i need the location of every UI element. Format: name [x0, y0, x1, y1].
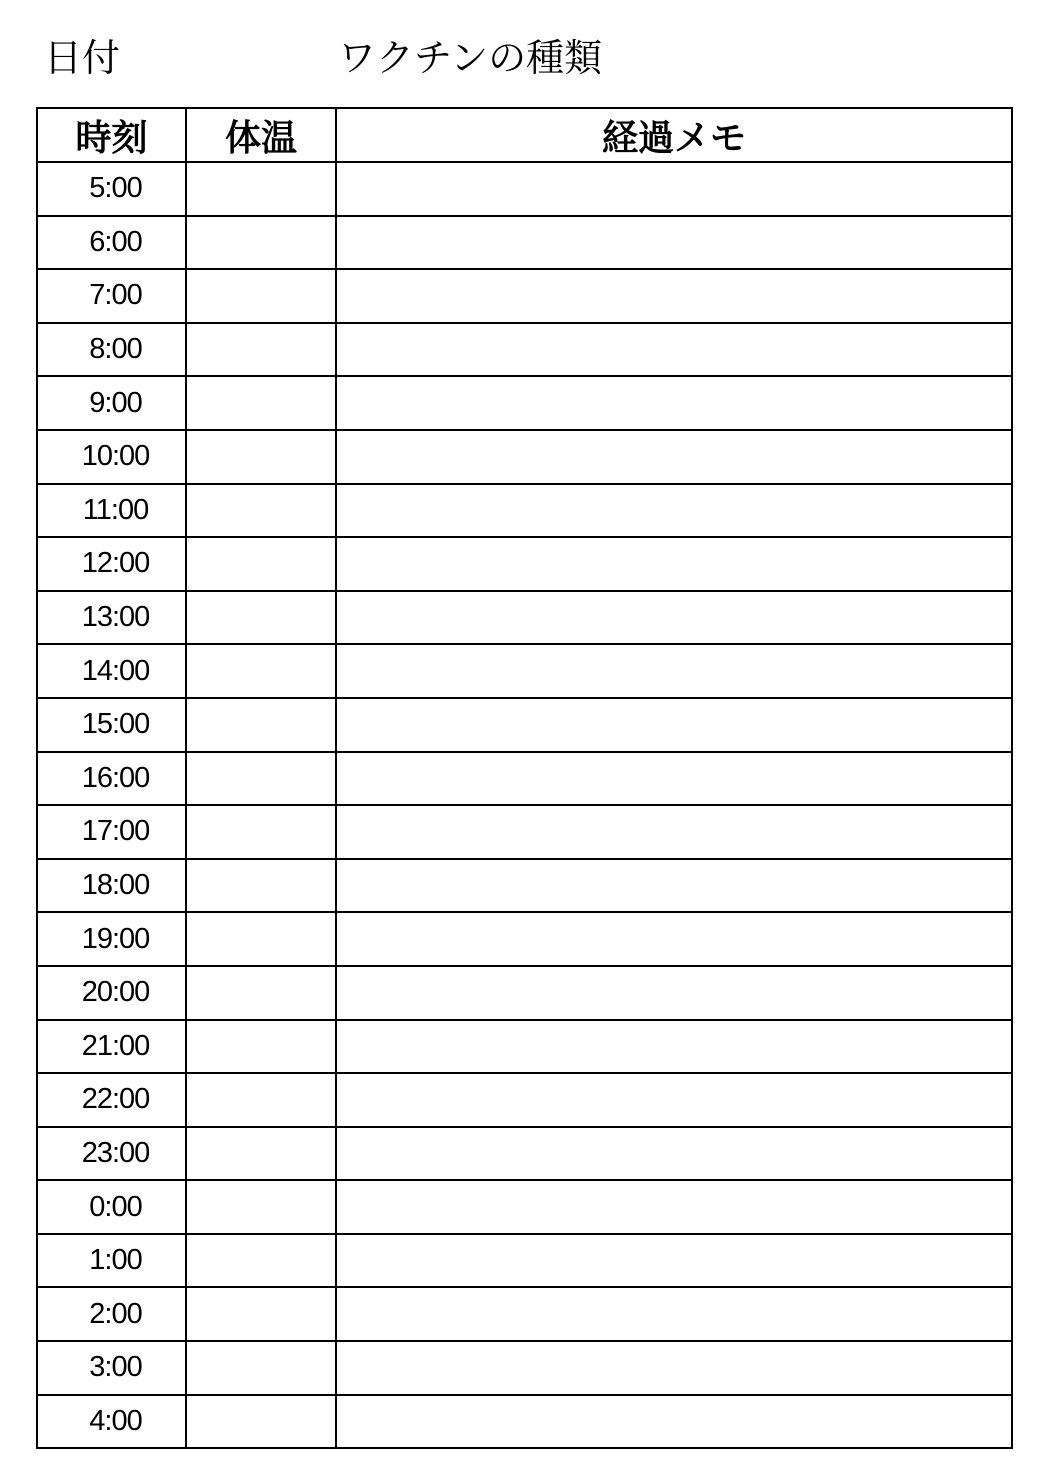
temperature-cell[interactable]	[186, 376, 336, 430]
table-row	[37, 1234, 1012, 1288]
table-row	[37, 216, 1012, 270]
table-row	[37, 752, 1012, 806]
time-cell: 11:00	[37, 484, 186, 538]
temperature-cell[interactable]	[186, 430, 336, 484]
date-label: 日付	[44, 36, 121, 80]
table-row	[37, 859, 1012, 913]
temperature-cell[interactable]	[186, 1395, 336, 1449]
table-row	[37, 269, 1012, 323]
table-row	[37, 1341, 1012, 1395]
time-cell: 17:00	[37, 805, 186, 859]
memo-cell[interactable]	[336, 537, 1012, 591]
memo-cell[interactable]	[336, 430, 1012, 484]
memo-cell[interactable]	[336, 752, 1012, 806]
table-row	[37, 1020, 1012, 1074]
table-row	[37, 698, 1012, 752]
time-cell: 13:00	[37, 591, 186, 645]
time-cell: 12:00	[37, 537, 186, 591]
table-row	[37, 430, 1012, 484]
table-body	[37, 162, 1012, 1448]
temperature-cell[interactable]	[186, 1020, 336, 1074]
time-cell: 0:00	[37, 1180, 186, 1234]
time-cell: 2:00	[37, 1287, 186, 1341]
time-cell: 6:00	[37, 216, 186, 270]
memo-cell[interactable]	[336, 912, 1012, 966]
memo-cell[interactable]	[336, 216, 1012, 270]
temperature-cell[interactable]	[186, 912, 336, 966]
memo-cell[interactable]	[336, 1341, 1012, 1395]
temperature-cell[interactable]	[186, 269, 336, 323]
time-cell: 20:00	[37, 966, 186, 1020]
table-row	[37, 591, 1012, 645]
temperature-cell[interactable]	[186, 484, 336, 538]
table-row	[37, 376, 1012, 430]
time-cell: 8:00	[37, 323, 186, 377]
time-cell: 3:00	[37, 1341, 186, 1395]
memo-cell[interactable]	[336, 376, 1012, 430]
vaccine-type-label: ワクチンの種類	[338, 36, 603, 80]
memo-cell[interactable]	[336, 644, 1012, 698]
memo-cell[interactable]	[336, 1180, 1012, 1234]
temperature-cell[interactable]	[186, 323, 336, 377]
memo-cell[interactable]	[336, 591, 1012, 645]
time-cell: 23:00	[37, 1127, 186, 1181]
table-row	[37, 323, 1012, 377]
time-cell: 19:00	[37, 912, 186, 966]
time-cell: 9:00	[37, 376, 186, 430]
temperature-cell[interactable]	[186, 162, 336, 216]
temperature-cell[interactable]	[186, 698, 336, 752]
table-row	[37, 537, 1012, 591]
temperature-cell[interactable]	[186, 1341, 336, 1395]
memo-cell[interactable]	[336, 698, 1012, 752]
table-row	[37, 1395, 1012, 1449]
time-cell: 16:00	[37, 752, 186, 806]
time-cell: 18:00	[37, 859, 186, 913]
temperature-cell[interactable]	[186, 859, 336, 913]
table-row	[37, 1127, 1012, 1181]
temperature-cell[interactable]	[186, 216, 336, 270]
column-header-memo: 経過メモ	[336, 108, 1012, 162]
temperature-log-table	[36, 107, 1013, 1449]
memo-cell[interactable]	[336, 1287, 1012, 1341]
memo-cell[interactable]	[336, 162, 1012, 216]
temperature-cell[interactable]	[186, 752, 336, 806]
temperature-cell[interactable]	[186, 966, 336, 1020]
temperature-cell[interactable]	[186, 1287, 336, 1341]
time-cell: 7:00	[37, 269, 186, 323]
time-cell: 14:00	[37, 644, 186, 698]
temperature-cell[interactable]	[186, 1180, 336, 1234]
memo-cell[interactable]	[336, 805, 1012, 859]
temperature-cell[interactable]	[186, 537, 336, 591]
time-cell: 22:00	[37, 1073, 186, 1127]
time-cell: 15:00	[37, 698, 186, 752]
table-header-row	[37, 108, 1012, 162]
temperature-cell[interactable]	[186, 1127, 336, 1181]
table-row	[37, 912, 1012, 966]
table-row	[37, 644, 1012, 698]
time-cell: 21:00	[37, 1020, 186, 1074]
column-header-temperature: 体温	[186, 108, 336, 162]
table-row	[37, 484, 1012, 538]
column-header-time: 時刻	[37, 108, 186, 162]
table-row	[37, 805, 1012, 859]
memo-cell[interactable]	[336, 269, 1012, 323]
temperature-cell[interactable]	[186, 591, 336, 645]
temperature-cell[interactable]	[186, 1073, 336, 1127]
memo-cell[interactable]	[336, 1073, 1012, 1127]
temperature-cell[interactable]	[186, 1234, 336, 1288]
memo-cell[interactable]	[336, 323, 1012, 377]
temperature-cell[interactable]	[186, 805, 336, 859]
time-cell: 4:00	[37, 1395, 186, 1449]
memo-cell[interactable]	[336, 859, 1012, 913]
memo-cell[interactable]	[336, 1020, 1012, 1074]
memo-cell[interactable]	[336, 966, 1012, 1020]
table-row	[37, 162, 1012, 216]
memo-cell[interactable]	[336, 1127, 1012, 1181]
table-row	[37, 966, 1012, 1020]
memo-cell[interactable]	[336, 484, 1012, 538]
memo-cell[interactable]	[336, 1234, 1012, 1288]
time-cell: 10:00	[37, 430, 186, 484]
table-row	[37, 1180, 1012, 1234]
memo-cell[interactable]	[336, 1395, 1012, 1449]
time-cell: 5:00	[37, 162, 186, 216]
time-cell: 1:00	[37, 1234, 186, 1288]
temperature-cell[interactable]	[186, 644, 336, 698]
table-row	[37, 1073, 1012, 1127]
table-row	[37, 1287, 1012, 1341]
